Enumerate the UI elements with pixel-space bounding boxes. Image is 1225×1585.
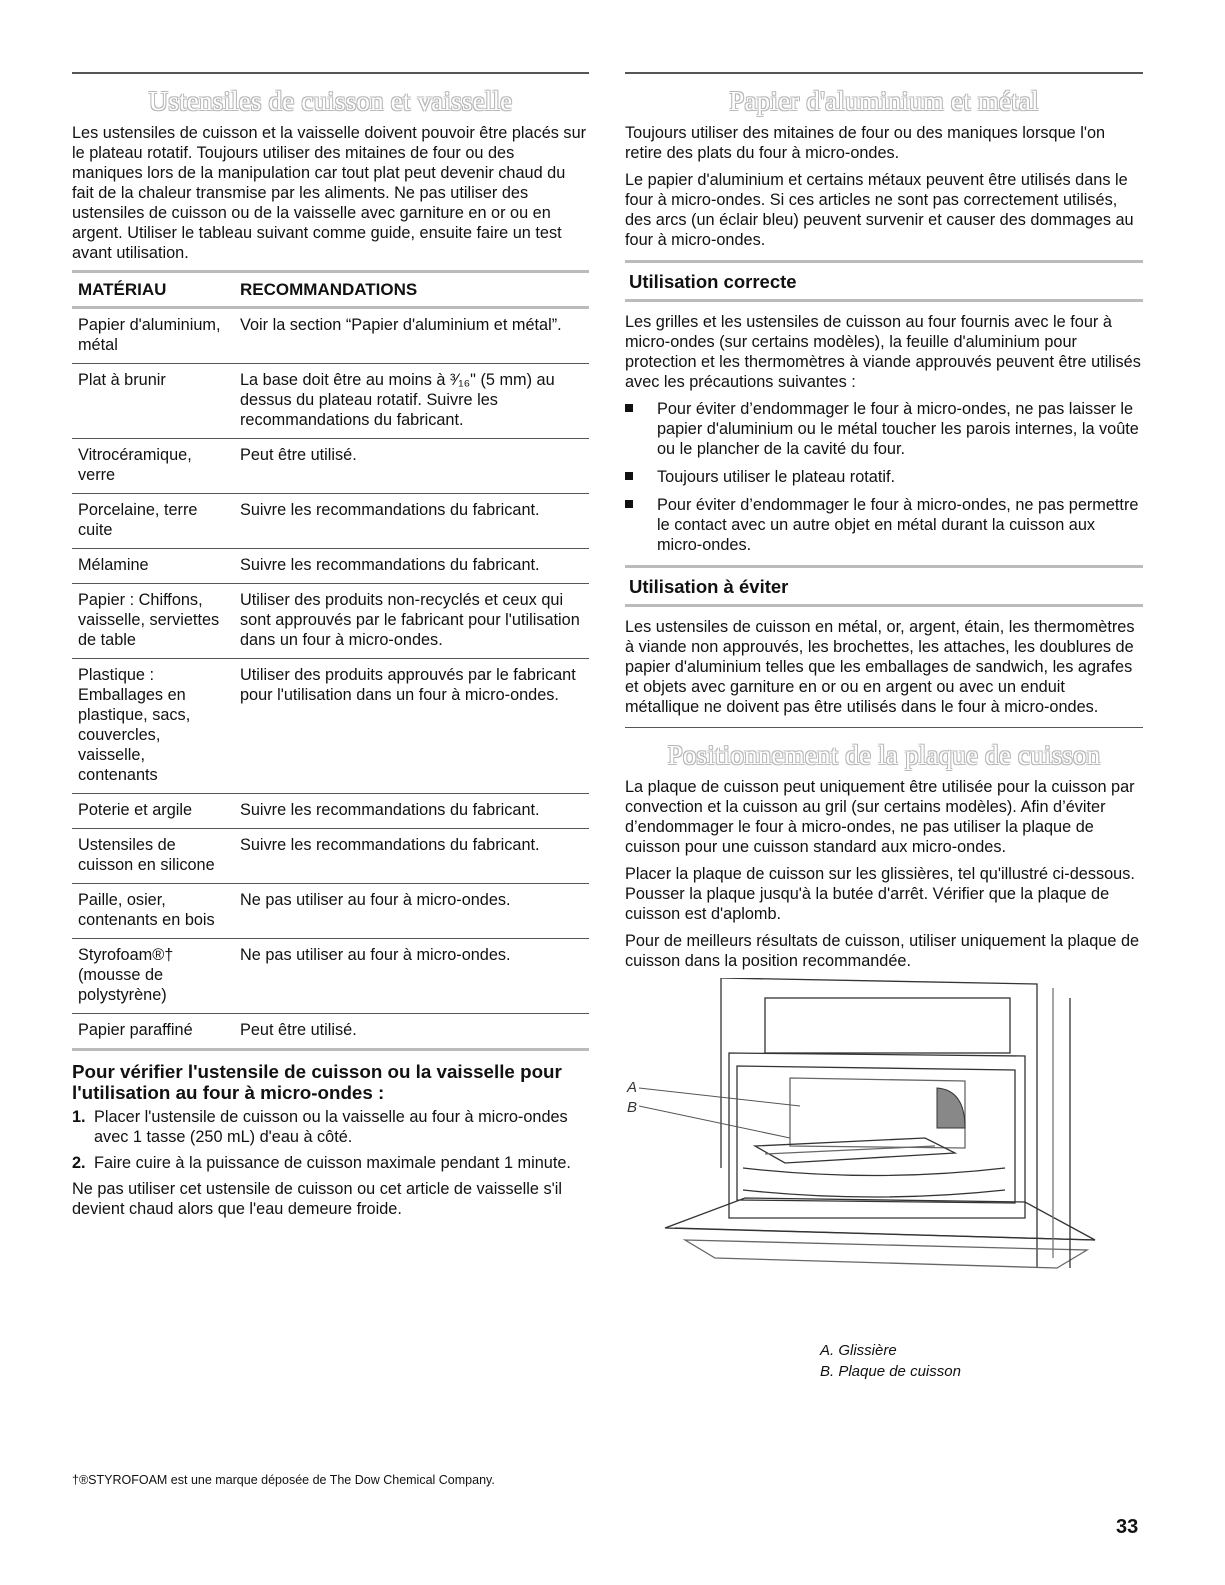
recommendation-cell: Suivre les recommandations du fabricant.: [234, 494, 589, 549]
correct-use-heading: Utilisation correcte: [625, 260, 1143, 302]
correct-use-text: Les grilles et les ustensiles de cuisson au four fournis avec le four à micro-ondes (sur certains modèles), la feuille d'aluminium pour protection et les thermomètres à viande approuvés peuvent être utilisés avec les précautions suivantes :: [625, 313, 1141, 391]
correct-use-list: [625, 399, 1143, 555]
bullet-text: Toujours utiliser le plateau rotatif.: [657, 468, 896, 486]
list-item: [625, 399, 1143, 459]
oven-illustration: [625, 978, 1143, 1348]
list-item: [625, 467, 1143, 487]
figure-label-b: B: [627, 1099, 638, 1116]
recommendation-cell: Peut être utilisé.: [234, 439, 589, 494]
material-cell: Porcelaine, terre cuite: [72, 494, 234, 549]
cookware-intro: Les ustensiles de cuisson et la vaisselle doivent pouvoir être placés sur le plateau rotatif. Toujours utiliser des mitaines de four ou des maniques lors de la manipulation car tout plat peut devenir chaud du fait de la chaleur transmise par les aliments. Ne pas utiliser des ustensiles de cuisson ou de la vaisselle avec garniture en or ou en argent. Utiliser le tableau suivant comme guide, ensuite faire un test avant utilisation.: [72, 124, 587, 262]
table-row: [72, 884, 589, 939]
table-row: [72, 659, 589, 794]
recommendation-cell: Voir la section “Papier d'aluminium et métal”.: [234, 308, 589, 364]
header-material: MATÉRIAU: [72, 272, 234, 308]
recommendation-cell: Suivre les recommandations du fabricant.: [234, 829, 589, 884]
left-column: [72, 72, 589, 1226]
material-cell: Papier d'aluminium, métal: [72, 308, 234, 364]
material-cell: Mélamine: [72, 549, 234, 584]
step-number: 2.: [72, 1154, 86, 1172]
recommendation-cell: Suivre les recommandations du fabricant.: [234, 794, 589, 829]
avoid-use-text: Les ustensiles de cuisson en métal, or, argent, étain, les thermomètres à viande non approuvés, les brochettes, les attaches, les doublures de papier d'aluminium telles que les emballages de sandwich, les agrafes et objets avec garniture en or ou en argent ou avec un enduit métallique ne doivent pas être utilisés dans le four à micro-ondes.: [625, 618, 1135, 716]
recommendation-cell: Suivre les recommandations du fabricant.: [234, 549, 589, 584]
test-heading: Pour vérifier l'ustensile de cuisson ou la vaisselle pour l'utilisation au four à micro-ondes :: [72, 1061, 562, 1103]
header-recommendations: RECOMMANDATIONS: [234, 272, 589, 308]
step-item: [72, 1153, 589, 1173]
step-number: 1.: [72, 1108, 86, 1126]
section-title-cookware: Ustensiles de cuisson et vaisselle: [148, 86, 513, 116]
avoid-use-heading: Utilisation à éviter: [625, 565, 1143, 607]
top-rule-right: [625, 72, 1143, 74]
foil-paragraph-1: Toujours utiliser des mitaines de four ou des maniques lorsque l'on retire des plats du four à micro-ondes.: [625, 124, 1106, 162]
caption-b: B. Plaque de cuisson: [820, 1363, 961, 1380]
table-row: [72, 584, 589, 659]
material-cell: Papier : Chiffons, vaisselle, serviettes de table: [72, 584, 234, 659]
material-table: [72, 270, 589, 1051]
foil-paragraph-2: Le papier d'aluminium et certains métaux peuvent être utilisés dans le four à micro-ondes. Si ces articles ne sont pas correctement utilisés, des arcs (un éclair bleu) peuvent survenir et causer des dommages au four à micro-ondes.: [625, 171, 1134, 249]
positioning-paragraph-2: Placer la plaque de cuisson sur les glissières, tel qu'illustré ci-dessous. Pousser la plaque jusqu'à la butée d'arrêt. Vérifier que la plaque de cuisson est d'aplomb.: [625, 865, 1135, 923]
bullet-square-icon: [625, 472, 633, 480]
recommendation-cell: Utiliser des produits non-recyclés et ceux qui sont approuvés par le fabricant pour l'utilisation dans un four à micro-ondes.: [234, 584, 589, 659]
table-row: [72, 439, 589, 494]
section-title-foil: Papier d'aluminium et métal: [729, 86, 1039, 116]
page-number: 33: [1116, 1516, 1139, 1538]
table-row: [72, 494, 589, 549]
bullet-square-icon: [625, 404, 633, 412]
material-cell: Poterie et argile: [72, 794, 234, 829]
positioning-paragraph-1: La plaque de cuisson peut uniquement être utilisée pour la cuisson par convection et la cuisson au gril (sur certains modèles). Afin d’éviter d’endommager le four à micro-ondes, ne pas utiliser la plaque de cuisson pour une cuisson standard aux micro-ondes.: [625, 778, 1135, 856]
footnote: †®STYROFOAM est une marque déposée de The Dow Chemical Company.: [72, 1473, 495, 1487]
figure-caption: [820, 1340, 961, 1382]
table-row: [72, 794, 589, 829]
material-cell: Plat à brunir: [72, 364, 234, 439]
bullet-text: Pour éviter d’endommager le four à micro-ondes, ne pas laisser le papier d'aluminium ou le métal toucher les parois internes, la voûte ou le plancher de la cavité du four.: [657, 400, 1139, 458]
table-row: [72, 364, 589, 439]
table-row: [72, 829, 589, 884]
table-row: [72, 939, 589, 1014]
test-steps: [72, 1107, 589, 1173]
test-closing: Ne pas utiliser cet ustensile de cuisson ou cet article de vaisselle s'il devient chaud alors que l'eau demeure froide.: [72, 1180, 562, 1218]
recommendation-cell: Peut être utilisé.: [234, 1014, 589, 1050]
section-divider: [625, 727, 1143, 728]
table-row: [72, 549, 589, 584]
step-text: Faire cuire à la puissance de cuisson maximale pendant 1 minute.: [94, 1154, 571, 1172]
material-cell: Vitrocéramique, verre: [72, 439, 234, 494]
table-row: [72, 1014, 589, 1050]
material-cell: Plastique : Emballages en plastique, sacs, couvercles, vaisselle, contenants: [72, 659, 234, 794]
step-text: Placer l'ustensile de cuisson ou la vaisselle au four à micro-ondes avec 1 tasse (250 mL) d'eau à côté.: [94, 1108, 568, 1146]
step-item: [72, 1107, 589, 1147]
bullet-square-icon: [625, 500, 633, 508]
caption-a: A. Glissière: [820, 1342, 897, 1359]
table-row: [72, 308, 589, 364]
top-rule-left: [72, 72, 589, 74]
material-cell: Papier paraffiné: [72, 1014, 234, 1050]
right-column: [625, 72, 1143, 1348]
bullet-text: Pour éviter d’endommager le four à micro-ondes, ne pas permettre le contact avec un autre objet en métal durant la cuisson aux micro-ondes.: [657, 496, 1139, 554]
figure-label-a: A: [627, 1079, 638, 1096]
section-title-positioning: Positionnement de la plaque de cuisson: [667, 740, 1101, 770]
list-item: [625, 495, 1143, 555]
material-cell: Paille, osier, contenants en bois: [72, 884, 234, 939]
positioning-paragraph-3: Pour de meilleurs résultats de cuisson, utiliser uniquement la plaque de cuisson dans la position recommandée.: [625, 932, 1140, 970]
recommendation-cell: Utiliser des produits approuvés par le fabricant pour l'utilisation dans un four à micro-ondes.: [234, 659, 589, 794]
oven-drawing: [625, 978, 1143, 1278]
material-cell: Ustensiles de cuisson en silicone: [72, 829, 234, 884]
recommendation-cell: Ne pas utiliser au four à micro-ondes.: [234, 939, 589, 1014]
recommendation-cell: Ne pas utiliser au four à micro-ondes.: [234, 884, 589, 939]
recommendation-cell: La base doit être au moins à ³⁄₁₆" (5 mm) au dessus du plateau rotatif. Suivre les recommandations du fabricant.: [234, 364, 589, 439]
material-cell: Styrofoam®† (mousse de polystyrène): [72, 939, 234, 1014]
